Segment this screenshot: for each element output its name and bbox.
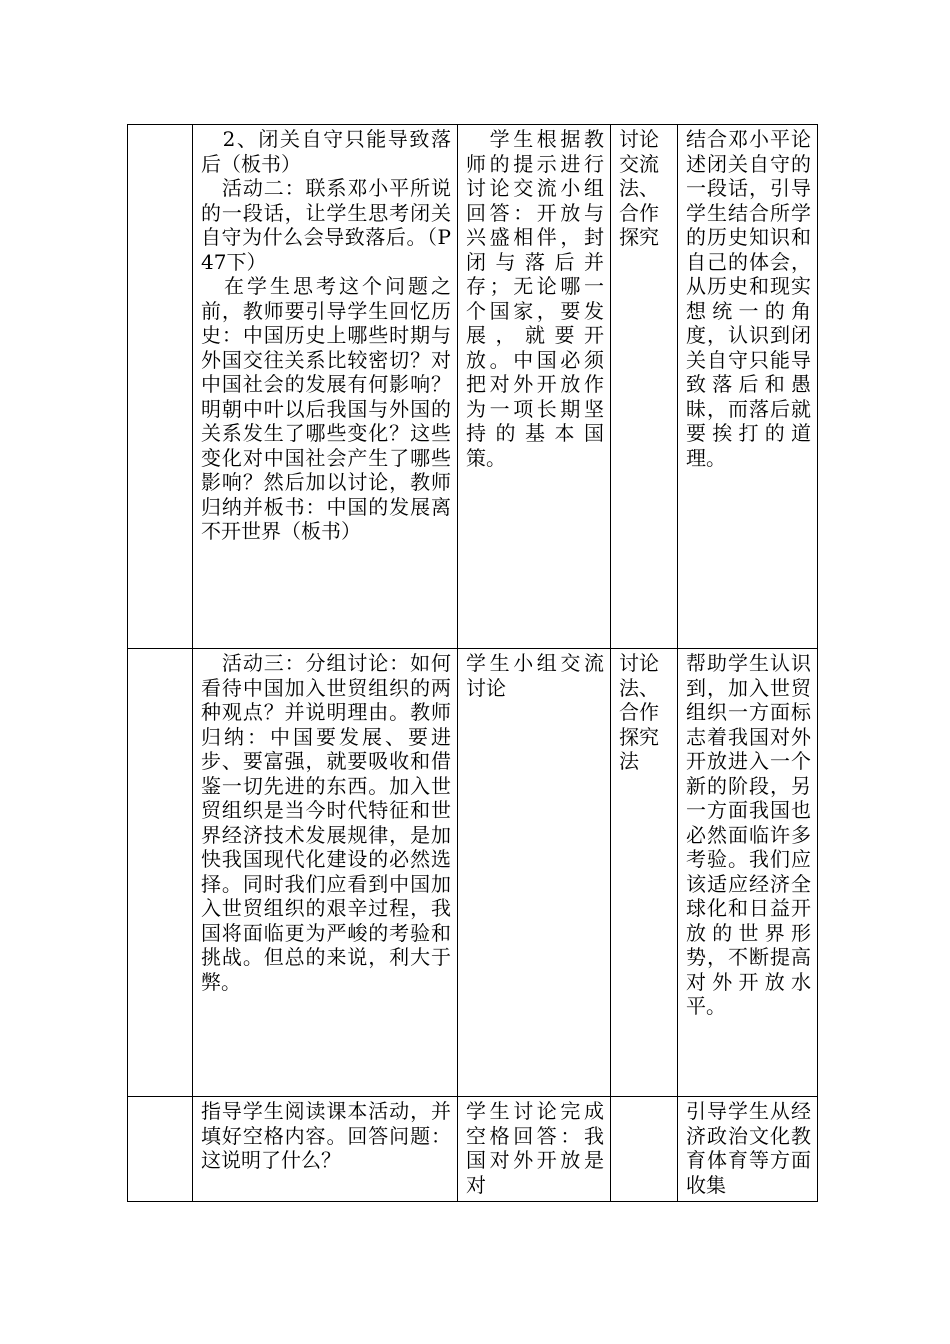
method-text: 讨论交流法、合作探究 [619,127,659,249]
method-text: 讨论法、合作探究法 [619,651,659,773]
method-cell [611,1097,678,1202]
blank-cell [128,649,193,1097]
student-activity-cell [458,125,611,649]
table-row [128,1097,818,1202]
blank-cell [128,1097,193,1202]
content-paragraph: 活动二：联系邓小平所说的一段话，让学生思考闭关自守为什么会导致落后。（P47下） [201,176,451,274]
method-cell [611,649,678,1097]
student-activity-text: 学生小组交流讨论 [466,651,604,700]
student-activity-text: 学生讨论完成空格回答：我国对外开放是对 [466,1099,604,1197]
teaching-content-cell [193,125,458,649]
content-paragraph: 2、闭关自守只能导致落后（板书） [201,127,451,176]
content-paragraph: 活动三：分组讨论：如何看待中国加入世贸组织的两种观点？并说明理由。教师归纳：中国要发展、要进步、要富强，就要吸收和借鉴一切先进的东西。加入世贸组织是当今时代特征和世界经济技术发展规律，是加快我国现代化建设的必然选择。同时我们应看到中国加入世贸组织的艰辛过程，我国将面临更为严峻的考验和挑战。但总的来说，利大于弊。 [201,651,451,994]
student-activity-cell [458,649,611,1097]
purpose-text: 结合邓小平论述闭关自守的一段话，引导学生结合所学的历史知识和自己的体会，从历史和现实想统一的角度，认识到闭关自守只能导致落后和愚昧，而落后就要挨打的道理。 [686,127,811,470]
teaching-content-cell [193,649,458,1097]
purpose-text: 帮助学生认识到，加入世贸组织一方面标志着我国对外开放进入一个新的阶段，另一方面我国也必然面临许多考验。我们应该适应经济全球化和日益开放的世界形势，不断提高对外开放水平。 [686,651,811,1018]
purpose-cell [678,125,818,649]
table-row [128,125,818,649]
lesson-plan-table [127,124,818,1202]
blank-cell [128,125,193,649]
table-row [128,649,818,1097]
purpose-cell [678,1097,818,1202]
student-activity-cell [458,1097,611,1202]
method-cell [611,125,678,649]
purpose-cell [678,649,818,1097]
content-paragraph: 在学生思考这个问题之前，教师要引导学生回忆历史：中国历史上哪些时期与外国交往关系比较密切？对中国社会的发展有何影响？明朝中叶以后我国与外国的关系发生了哪些变化？这些变化对中国社会产生了哪些影响？然后加以讨论，教师归纳并板书：中国的发展离不开世界（板书） [201,274,451,543]
purpose-text: 引导学生从经济政治文化教育体育等方面收集 [686,1099,811,1197]
student-activity-text: 学生根据教师的提示进行讨论交流小组回答：开放与兴盛相伴，封闭与落后并存；无论哪一个国家，要发展，就要开放。中国必须把对外开放作为一项长期坚持的基本国策。 [466,127,604,470]
teaching-content-cell [193,1097,458,1202]
content-paragraph: 指导学生阅读课本活动，并填好空格内容。回答问题：这说明了什么？ [201,1099,451,1172]
